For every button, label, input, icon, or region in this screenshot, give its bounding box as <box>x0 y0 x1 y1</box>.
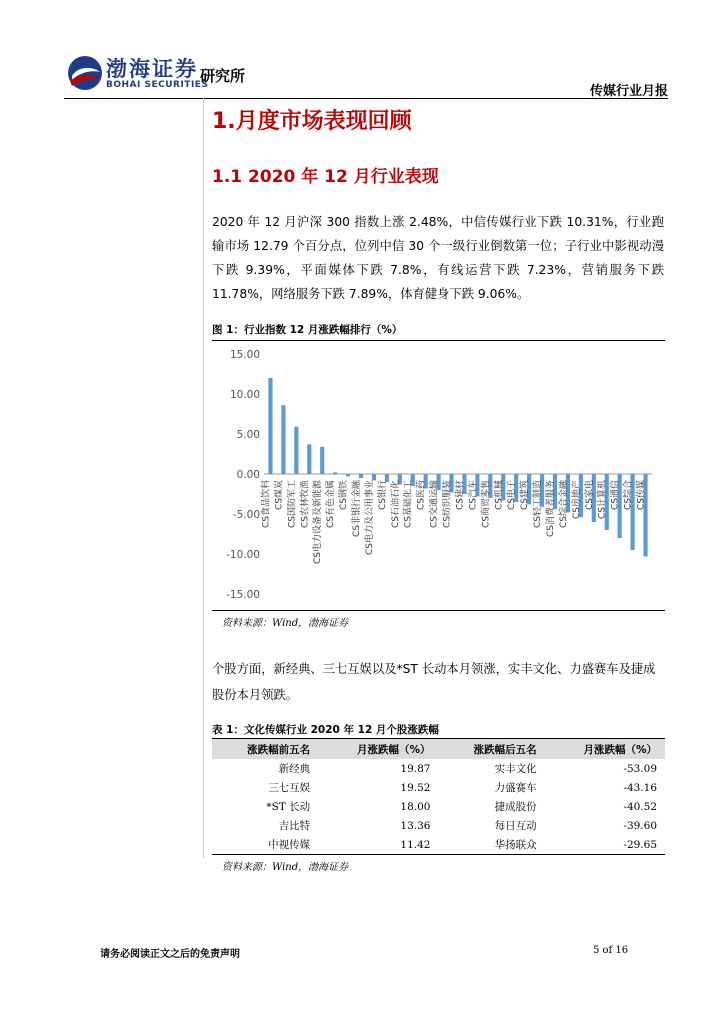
disclaimer-note: 请务必阅读正文之后的免责声明 <box>100 949 240 960</box>
industry-change-bar-chart <box>212 342 665 608</box>
chart-bar <box>307 444 311 474</box>
stock-paragraph: 个股方面，新经典、三七互娱以及*ST 长动本月领涨，实丰文化、力盛赛车及捷成股份本月领跌。 <box>212 662 656 702</box>
category-label: CS计算机 <box>597 480 608 519</box>
category-label: CS综合 <box>623 480 634 510</box>
top-stock-change: 18.00 <box>400 800 431 813</box>
category-label: CS食品饮料 <box>261 480 272 528</box>
category-label: CS消费者服务 <box>546 480 556 537</box>
category-label: CS电子 <box>507 480 518 510</box>
chart-bar <box>268 378 272 474</box>
chart-bar <box>281 405 285 474</box>
y-tick-label: 10.00 <box>229 389 260 401</box>
subsection-title: 1.1 2020 年 12 月行业表现 <box>212 167 439 187</box>
table-source: 资料来源：Wind，渤海证券 <box>222 862 349 873</box>
y-tick-label: 0.00 <box>236 469 260 481</box>
category-label: CS家电 <box>584 480 595 510</box>
chart-bar <box>372 474 376 480</box>
category-label: CS基础化工 <box>403 480 414 528</box>
header-bottom5-change: 月涨跌幅（%） <box>545 739 665 760</box>
bottom-stock-change: -40.52 <box>623 800 657 813</box>
category-label: CS交通运输 <box>429 480 440 528</box>
chart-bar <box>294 427 298 474</box>
top-stock-change: 19.52 <box>400 781 431 794</box>
logo-english-name: BOHAI SECURITIES <box>106 80 209 90</box>
category-label: CS钢铁 <box>339 480 350 510</box>
category-label: CS建材 <box>455 480 466 510</box>
bottom-stock-name: 捷成股份 <box>494 801 537 813</box>
top-stock-name: 新经典 <box>278 763 311 775</box>
category-label: CS纺织服装 <box>442 480 453 528</box>
category-label: CS有色金属 <box>326 480 337 528</box>
institute-label: 研究所 <box>200 67 246 85</box>
category-label: CS电力设备及新能源 <box>313 480 324 564</box>
table-row <box>212 759 665 778</box>
bottom-stock-change: -29.65 <box>545 835 665 855</box>
table-row <box>212 797 665 816</box>
y-tick-label: -10.00 <box>226 549 260 561</box>
table-header-row <box>212 739 665 760</box>
y-tick-label: 15.00 <box>229 349 260 361</box>
category-label: CS医药 <box>416 480 427 510</box>
category-label: CS银行 <box>377 480 388 510</box>
category-label: CS商贸零售 <box>481 480 492 528</box>
category-label: CS汽车 <box>468 480 479 510</box>
top-stock-change: 11.42 <box>318 835 438 855</box>
category-label: CS机械 <box>494 480 505 510</box>
table-title: 表 1：文化传媒行业 2020 年 12 月个股涨跌幅 <box>212 724 439 736</box>
top-stock-name: 吉比特 <box>278 820 311 832</box>
chart-bar <box>359 474 363 478</box>
bottom-stock-name: 实丰文化 <box>494 763 537 775</box>
bottom-stock-name: 力盛赛车 <box>494 782 537 794</box>
category-label: CS传媒 <box>636 480 647 510</box>
logo-chinese-name: 渤海证券 <box>106 56 198 81</box>
header-divider <box>64 98 668 99</box>
bottom-stock-name: 每日互动 <box>494 820 537 832</box>
figure-top-rule <box>212 340 665 341</box>
category-label: CS非银行金融 <box>352 480 362 537</box>
category-label: CS农林牧渔 <box>300 480 311 528</box>
header-top5-change: 月涨跌幅（%） <box>318 739 438 760</box>
bottom-stock-change: -53.09 <box>623 762 657 775</box>
bottom-stock-name: 华扬联众 <box>438 835 544 855</box>
y-tick-label: -15.00 <box>226 589 260 601</box>
bottom-stock-change: -43.16 <box>623 781 657 794</box>
category-label: CS国防军工 <box>287 480 298 528</box>
page-number: 5 of 16 <box>593 945 629 956</box>
intro-paragraph: 2020 年 12 月沪深 300 指数上涨 2.48%，中信传媒行业下跌 10.31%，行业跑输市场 12.79 个百分点，位列中信 30 个一级行业倒数第一位；子行业中影视动漫下跌 9.39%，平面媒体下跌 7.8%，有线运营下跌 7.23%，营销服务下跌 11.78%，网络服务下跌 7.89%，体育健身下跌 9.06%。 <box>212 215 664 301</box>
category-label: CS煤炭 <box>274 480 285 510</box>
chart-bar <box>320 447 324 474</box>
margin-rule <box>203 98 204 858</box>
section-title: 1.月度市场表现回顾 <box>212 109 412 134</box>
chart-bar <box>333 472 337 474</box>
top-stock-name: 中视传媒 <box>212 835 318 855</box>
report-type: 传媒行业月报 <box>589 84 668 99</box>
table-row <box>212 778 665 797</box>
figure-source: 资料来源：Wind，渤海证券 <box>222 618 349 629</box>
stock-change-table <box>212 738 665 855</box>
top-stock-name: *ST 长动 <box>266 801 311 813</box>
category-label: CS房地产 <box>571 480 582 519</box>
table-row <box>212 816 665 835</box>
category-label: CS通信 <box>610 480 621 510</box>
category-label: CS建筑 <box>520 480 531 510</box>
category-label: CS石油石化 <box>390 480 401 528</box>
header-bottom5: 涨跌幅后五名 <box>438 739 544 760</box>
figure-bottom-rule <box>212 610 665 611</box>
bottom-stock-change: -39.60 <box>623 819 657 832</box>
top-stock-change: 13.36 <box>400 819 431 832</box>
category-label: CS轻工制造 <box>533 480 544 528</box>
y-tick-label: 5.00 <box>236 429 260 441</box>
table-row <box>212 835 665 855</box>
figure-title: 图 1：行业指数 12 月涨跌幅排行（%） <box>212 324 403 336</box>
category-label: CS综合金融 <box>558 480 569 528</box>
top-stock-name: 三七互娱 <box>268 782 311 794</box>
y-tick-label: -5.00 <box>232 509 260 521</box>
category-label: CS电力及公用事业 <box>364 480 375 555</box>
chart-bar <box>346 474 350 476</box>
top-stock-change: 19.87 <box>400 762 431 775</box>
header-top5: 涨跌幅前五名 <box>212 739 318 760</box>
bohai-logo-icon <box>66 54 104 92</box>
